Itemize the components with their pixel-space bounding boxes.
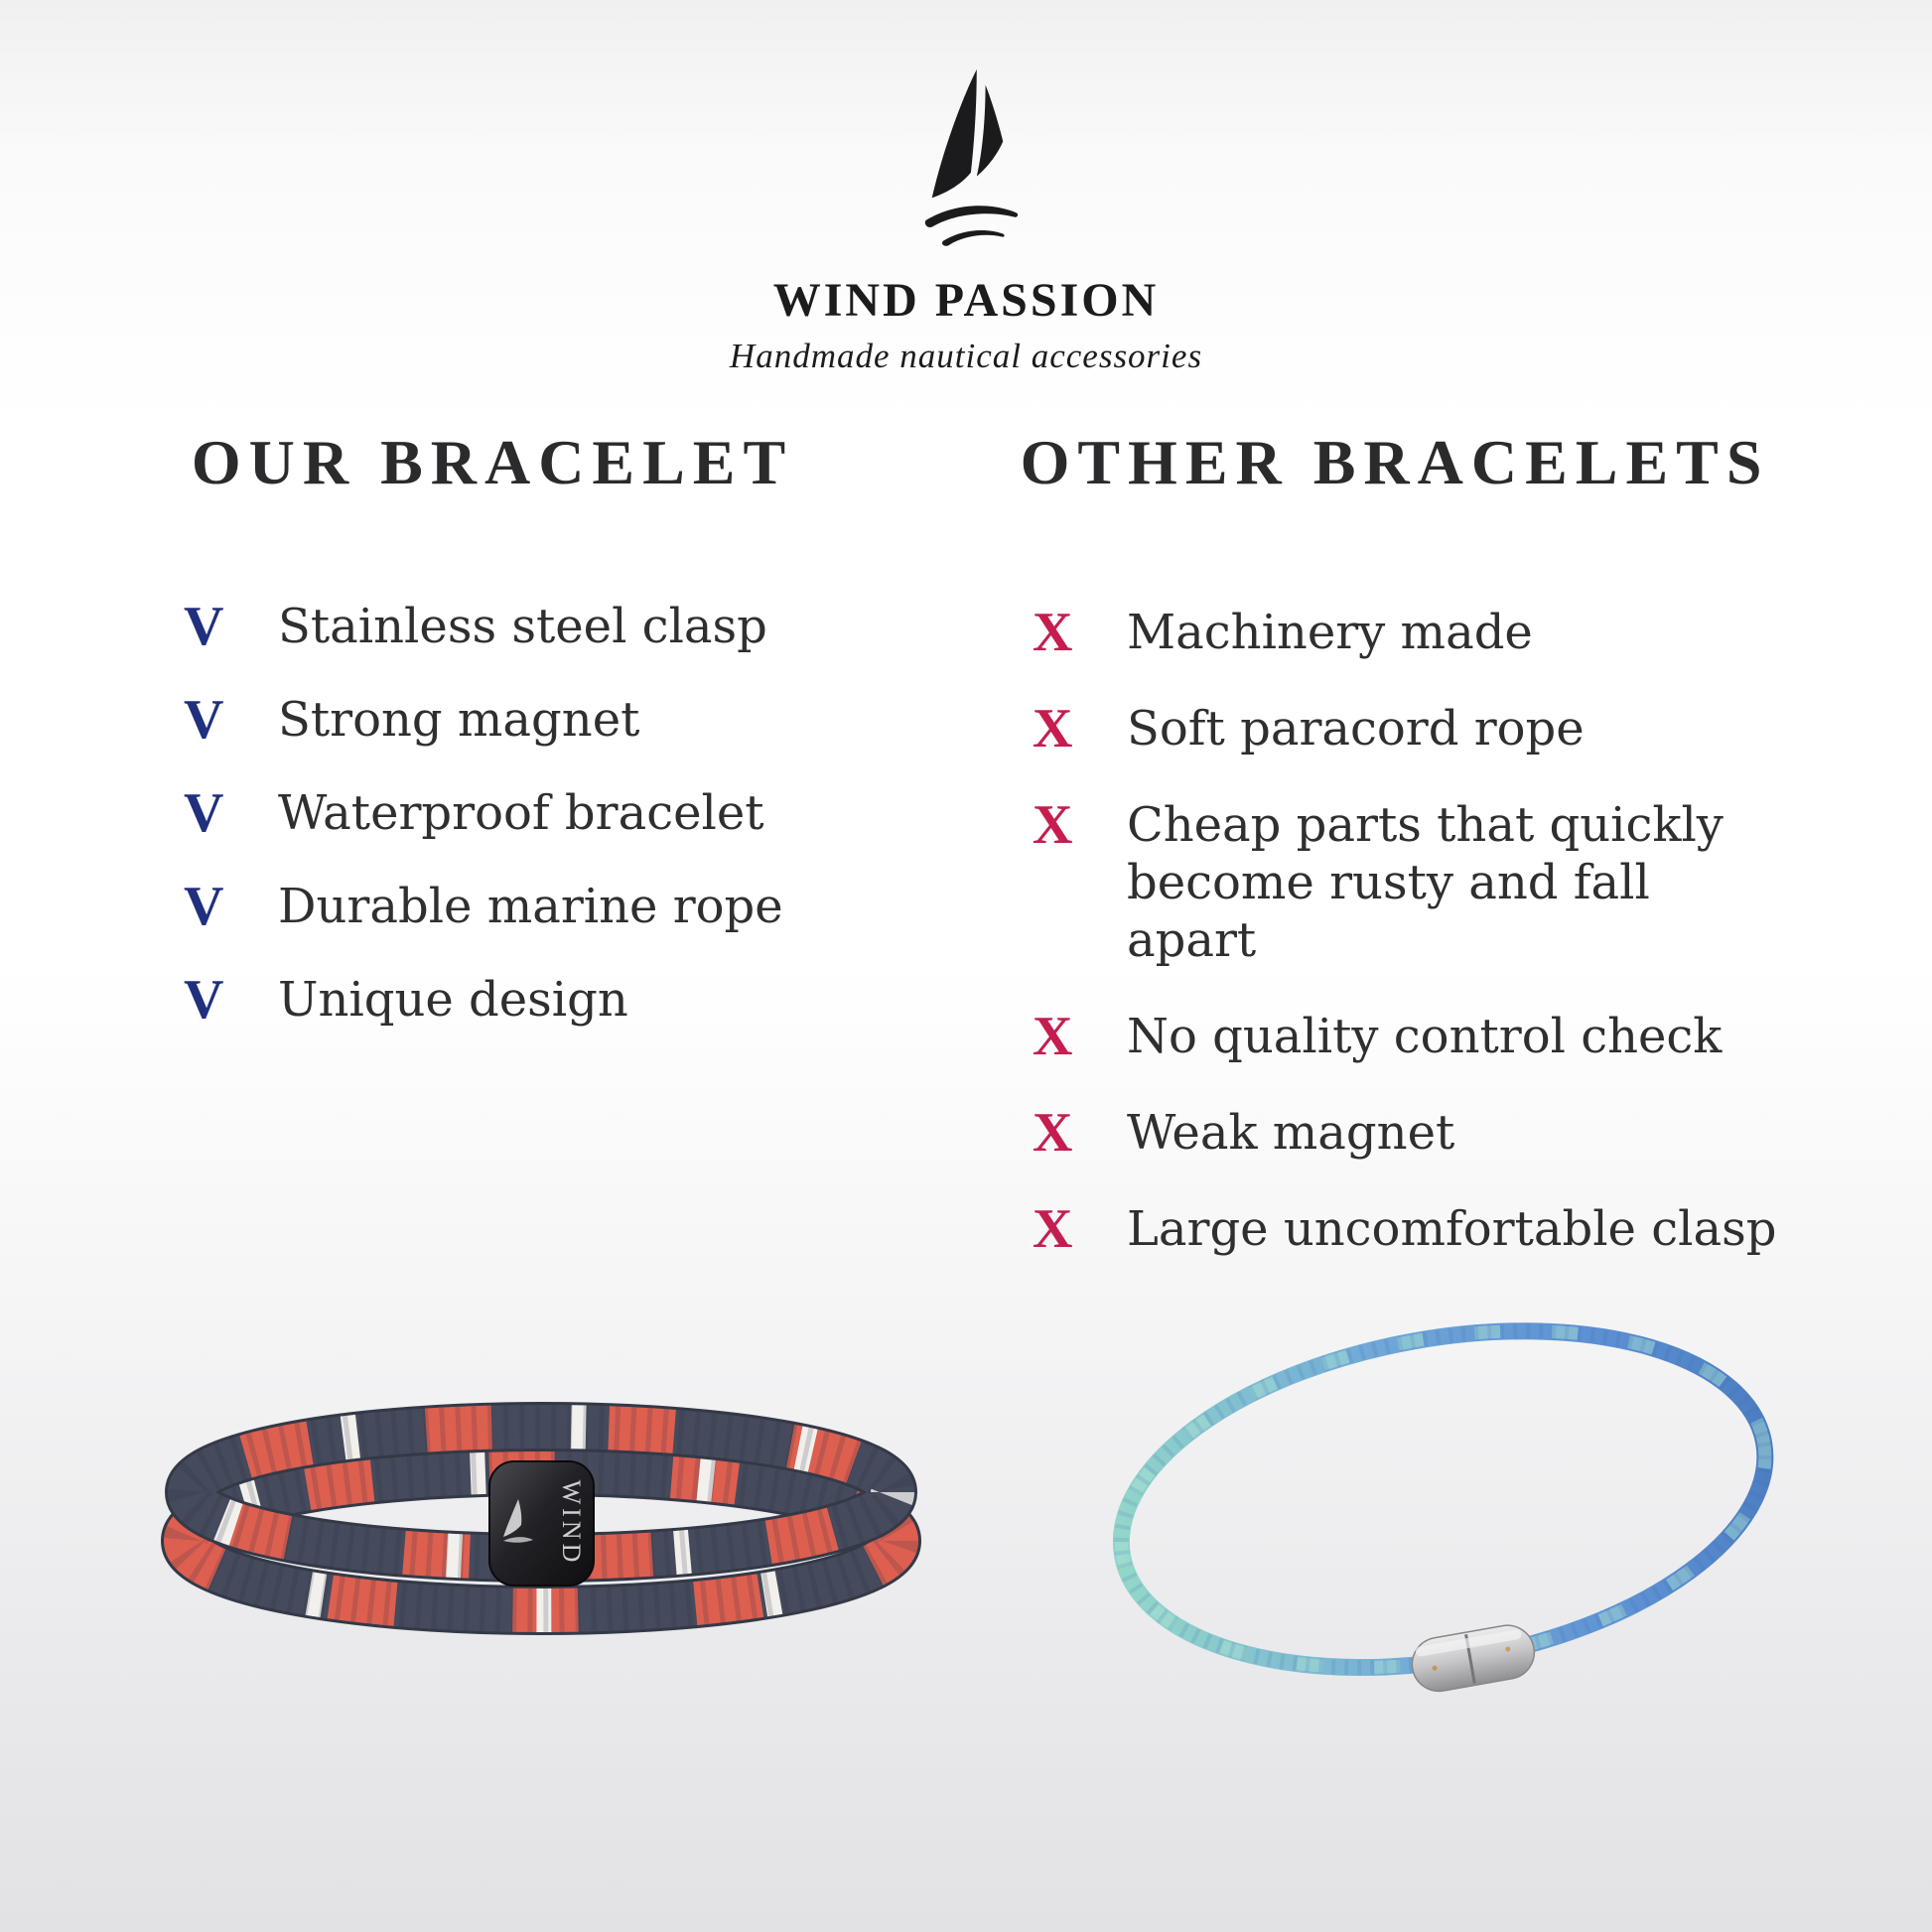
other-bracelets-column [983,427,1807,1258]
feature-text: No quality control check [1127,1009,1723,1064]
feature-item [184,598,840,655]
feature-text: Soft paracord rope [1127,701,1585,757]
check-mark-icon: V [184,689,224,751]
our-bracelet-feature-list [145,598,840,1029]
feature-item [184,691,840,749]
feature-text: Large uncomfortable clasp [1127,1201,1777,1257]
feature-item [1033,1200,1807,1258]
feature-text: Weak magnet [1127,1105,1455,1161]
our-bracelet-clasp [489,1461,594,1586]
feature-text: Cheap parts that quickly become rusty and fall apart [1127,797,1724,968]
our-bracelet-image [154,1392,928,1640]
cross-mark-icon: X [1033,794,1073,856]
feature-item [184,878,840,935]
other-bracelet-image [1077,1309,1812,1706]
feature-item [1033,1008,1807,1065]
our-bracelet-title: OUR BRACELET [191,427,794,497]
feature-item [184,971,840,1029]
cross-mark-icon: X [1033,1198,1073,1260]
brand-tagline: Handmade nautical accessories [729,337,1203,375]
other-bracelets-feature-list [983,604,1807,1258]
cross-mark-icon: X [1033,1006,1073,1067]
feature-item [1033,796,1807,969]
check-mark-icon: V [184,876,224,937]
our-bracelet-column [145,427,840,1029]
clasp-engraving: WIND [557,1479,586,1567]
check-mark-icon: V [184,782,224,844]
other-bracelets-title: OTHER BRACELETS [1020,427,1770,497]
brand-header [0,64,1932,380]
cross-mark-icon: X [1033,602,1073,663]
feature-text: Machinery made [1127,605,1533,660]
feature-item [1033,700,1807,758]
feature-text: Unique design [278,972,628,1028]
feature-item [1033,604,1807,661]
cross-mark-icon: X [1033,1102,1073,1164]
feature-text: Strong magnet [278,692,640,748]
feature-text: Stainless steel clasp [278,599,767,654]
feature-item [1033,1104,1807,1162]
feature-text: Durable marine rope [278,879,783,934]
feature-text: Waterproof bracelet [278,785,764,841]
cross-mark-icon: X [1033,698,1073,759]
brand-name: WIND PASSION [772,274,1160,327]
check-mark-icon: V [184,969,224,1031]
check-mark-icon: V [184,596,224,657]
other-bracelet-clasp [1408,1621,1538,1696]
sailboat-logo-icon [892,64,1040,258]
feature-item [184,784,840,842]
